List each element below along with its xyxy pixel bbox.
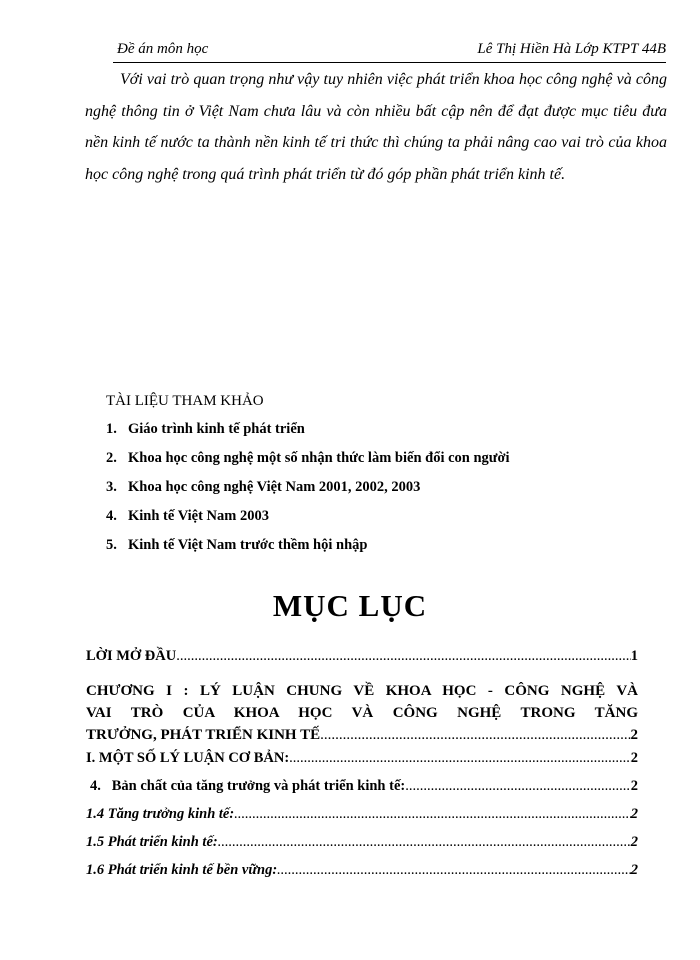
toc-entry-intro[interactable] [86,648,638,665]
toc-leader-dots [234,806,631,823]
toc-entry-label: I. MỘT SỐ LÝ LUẬN CƠ BẢN: [86,750,290,766]
reference-text: Giáo trình kinh tế phát triển [128,421,305,437]
toc-entry-label: 1.4 Tăng trưởng kinh tế: [86,806,235,822]
toc-entry-1-5[interactable] [86,834,638,851]
reference-number: 5. [106,537,117,553]
toc-entry-label: LỜI MỞ ĐẦU [86,648,177,664]
toc-entry-label: 1.6 Phát triển kinh tế bền vững: [86,862,278,878]
toc-entry-page: 1 [630,648,638,664]
references-list [106,420,510,565]
chapter-title-line-2: VAI TRÒ CỦA KHOA HỌC VÀ CÔNG NGHỆ TRONG TĂNG [86,705,638,721]
reference-item [106,449,510,478]
toc-title: MỤC LỤC [272,588,428,623]
reference-number: 2. [106,450,117,466]
toc-leader-dots [320,724,630,746]
toc-leader-dots [405,778,631,795]
chapter-title-line-3-text: TRƯỞNG, PHÁT TRIỂN KINH TẾ [86,727,321,743]
references-title: TÀI LIỆU THAM KHẢO [106,393,264,409]
reference-item [106,420,510,449]
toc-entry-page: 2 [630,750,638,766]
reference-text: Khoa học công nghệ một số nhận thức làm biến đổi con người [128,450,510,466]
reference-text: Kinh tế Việt Nam 2003 [128,508,269,524]
toc-entry-page: 2 [630,727,638,743]
toc-entry-label: 1.5 Phát triển kinh tế: [86,834,218,850]
toc-entry-chapter-1[interactable] [86,680,638,746]
toc-entry-page: 2 [630,806,638,822]
toc-entry-page: 2 [630,778,638,794]
toc-leader-dots [277,862,631,879]
toc-entry-1-4[interactable] [86,806,638,823]
paragraph-text: Với vai trò quan trọng như vậy tuy nhiên việc phát triển khoa học công nghệ và công nghệ thông tin ở Việt Nam chưa lâu và còn nhiều bất cập nên để đạt được mục tiêu đưa nền kinh tế nước ta thành nền kinh tế tri thức thì chúng ta phải nâng cao vai trò của khoa học công nghệ trong quá trình phát triển từ đó góp phần phát triển kinh tế. [85,71,667,183]
chapter-title-line-1: CHƯƠNG I : LÝ LUẬN CHUNG VỀ KHOA HỌC - CÔNG NGHỆ VÀ [86,683,638,699]
toc-entry-1-6[interactable] [86,862,638,879]
toc-leader-dots [218,834,631,851]
reference-number: 1. [106,421,117,437]
header-course: Đề án môn học [117,41,209,57]
toc-entry-subsection-4[interactable] [86,778,638,795]
toc-entry-page: 2 [630,862,638,878]
reference-text: Khoa học công nghệ Việt Nam 2001, 2002, 2003 [128,479,421,495]
toc-leader-dots [176,648,631,665]
reference-text: Kinh tế Việt Nam trước thềm hội nhập [128,537,368,553]
header-author: Lê Thị Hiền Hà Lớp KTPT 44B [477,41,666,57]
reference-item [106,536,510,565]
reference-number: 3. [106,479,117,495]
reference-number: 4. [106,508,117,524]
chapter-title-line-3 [86,724,638,746]
toc-leader-dots [289,750,631,767]
toc-entry-page: 2 [630,834,638,850]
toc-entry-section-1[interactable] [86,750,638,767]
reference-item [106,478,510,507]
reference-item [106,507,510,536]
body-paragraph [85,64,667,190]
toc-entry-label: 4. Bản chất của tăng trưởng và phát triển kinh tế: [90,778,406,794]
page-header [113,40,666,63]
